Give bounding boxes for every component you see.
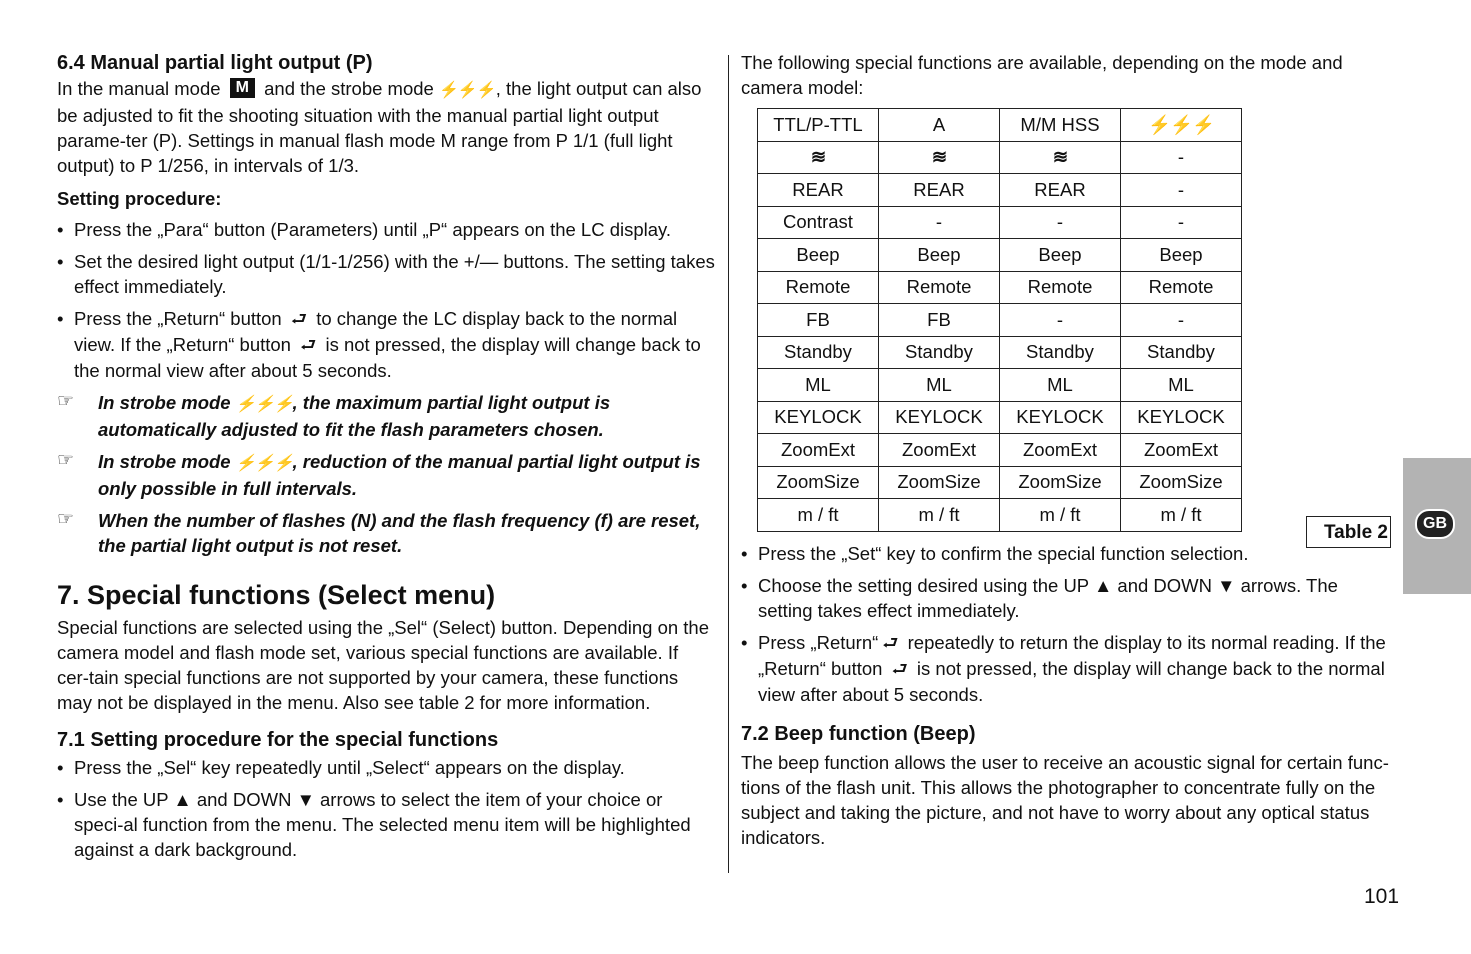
table-cell: ZoomSize	[879, 466, 1000, 499]
list-item: • Press the „Return“ button ⮐ to change the LC display back to the normal view. If the „Return“ button ⮐ is not pressed, the display will change back to the normal view after about 5 seconds.	[57, 308, 701, 381]
table-cell: KEYLOCK	[1121, 401, 1242, 434]
table-cell: ZoomExt	[879, 434, 1000, 467]
table-row	[758, 271, 1242, 304]
table-cell: m / ft	[879, 499, 1000, 532]
table-cell: KEYLOCK	[758, 401, 879, 434]
page-number: 101	[1364, 885, 1400, 908]
table-cell: Remote	[758, 271, 879, 304]
table-cell: Beep	[1121, 239, 1242, 272]
column-divider	[728, 55, 729, 873]
table-cell: ≋	[758, 141, 879, 174]
table-cell: A	[879, 109, 1000, 142]
table-cell: Remote	[879, 271, 1000, 304]
table-row	[758, 499, 1242, 532]
table-row	[758, 466, 1242, 499]
table-row	[758, 336, 1242, 369]
section-7-2-title: 7.2 Beep function (Beep)	[741, 722, 976, 745]
table-cell: Standby	[879, 336, 1000, 369]
table-cell: ≋	[1000, 141, 1121, 174]
table-cell: Standby	[1121, 336, 1242, 369]
section-7-1-title: 7.1 Setting procedure for the special functions	[57, 729, 499, 751]
table-cell: ZoomExt	[1000, 434, 1121, 467]
table-cell: FB	[758, 304, 879, 337]
table-cell: -	[1121, 304, 1242, 337]
table-cell: Beep	[758, 239, 879, 272]
table-row	[758, 369, 1242, 402]
table-cell: ZoomSize	[758, 466, 879, 499]
table-row	[758, 434, 1242, 467]
table-cell: m / ft	[758, 499, 879, 532]
table-cell: -	[1121, 174, 1242, 207]
section-6-4-title: 6.4 Manual partial light output (P)	[57, 52, 373, 74]
table-cell: Beep	[879, 239, 1000, 272]
table-cell: Standby	[1000, 336, 1121, 369]
table-cell: TTL/P-TTL	[758, 109, 879, 142]
table-row	[758, 239, 1242, 272]
return-icon: ⮐	[300, 335, 317, 355]
table-cell: -	[879, 206, 1000, 239]
return-icon: ⮐	[882, 632, 899, 653]
setting-procedure-heading: Setting procedure:	[57, 188, 222, 209]
table-cell: Remote	[1121, 271, 1242, 304]
language-badge: GB	[1415, 509, 1455, 539]
table-cell: Contrast	[758, 206, 879, 239]
table-row	[758, 401, 1242, 434]
table-row	[758, 174, 1242, 207]
table-cell: m / ft	[1121, 499, 1242, 532]
pointing-hand-icon: ☞	[57, 391, 75, 412]
table-cell: REAR	[1000, 174, 1121, 207]
table-cell: m / ft	[1000, 499, 1121, 532]
procedure-list	[57, 755, 715, 862]
list-item: • Choose the setting desired using the UP ▲ and DOWN ▼ arrows. The setting takes effect immediately.	[741, 574, 1338, 621]
table-cell: -	[1000, 206, 1121, 239]
list-item: • Press „Return“ ⮐ repeatedly to return the display to its normal reading. If the „Return“ button ⮐ is not pressed, the display will change back to the normal view after about 5 seconds.	[741, 631, 1386, 705]
table-cell: -	[1121, 206, 1242, 239]
table-cell: REAR	[879, 174, 1000, 207]
table-row	[758, 141, 1242, 174]
special-functions-table	[757, 108, 1242, 532]
table-cell: ML	[1121, 369, 1242, 402]
table-row	[758, 304, 1242, 337]
table-cell: M/M HSS	[1000, 109, 1121, 142]
list-item: • Use the UP ▲ and DOWN ▼ arrows to select the item of your choice or speci-al function from the menu. The selected menu item will be highlighted against a dark background.	[57, 789, 691, 860]
table-cell: ML	[879, 369, 1000, 402]
table-cell: ZoomSize	[1000, 466, 1121, 499]
note: ☞ When the number of flashes (N) and the flash frequency (f) are reset, the partial light output is not reset.	[57, 509, 701, 556]
table-cell: ⚡⚡⚡	[1121, 109, 1242, 142]
table-header-row	[758, 109, 1242, 142]
list-item: • Press the „Sel“ key repeatedly until „Select“ appears on the display.	[57, 757, 625, 778]
table-label: Table 2	[1306, 516, 1391, 548]
table-cell: -	[1121, 141, 1242, 174]
list-item: • Press the „Para“ button (Parameters) until „P“ appears on the LC display.	[57, 219, 672, 240]
section-7-2-body: The beep function allows the user to receive an acoustic signal for certain func-tions of the flash unit. This allows the photographer to concentrate fully on the subject and taking the picture, and not have to worry about any optical status indicators.	[741, 751, 1389, 848]
return-icon: ⮐	[290, 309, 308, 329]
table-cell: Remote	[1000, 271, 1121, 304]
table-cell: ML	[758, 369, 879, 402]
list-item: • Set the desired light output (1/1-1/256) with the +/— buttons. The setting takes effect immediately.	[57, 251, 715, 297]
pointing-hand-icon: ☞	[57, 509, 75, 530]
table-cell: ZoomSize	[1121, 466, 1242, 499]
left-column	[57, 50, 715, 869]
table-cell: ML	[1000, 369, 1121, 402]
section-6-4-body: In the manual mode M and the strobe mode ⚡⚡⚡, the light output can also be adjusted to fit the shooting situation with the manual partial light output parame-ter (P). Settings in manual flash mode M range from P 1/1 (full light output) to P 1/256, in intervals of 1/3.	[57, 78, 702, 176]
strobe-mode-icon: ⚡⚡⚡	[235, 455, 293, 472]
table-cell: ≋	[879, 141, 1000, 174]
table-cell: Standby	[758, 336, 879, 369]
procedure-list	[741, 541, 1396, 707]
right-column	[741, 50, 1396, 850]
note: ☞ In strobe mode ⚡⚡⚡, reduction of the manual partial light output is only possible in full intervals.	[57, 450, 701, 499]
strobe-mode-icon: ⚡⚡⚡	[438, 82, 496, 99]
table-cell: KEYLOCK	[879, 401, 1000, 434]
table-cell: FB	[879, 304, 1000, 337]
pointing-hand-icon: ☞	[57, 450, 75, 471]
return-icon: ⮐	[891, 658, 908, 679]
table-intro: The following special functions are available, depending on the mode and camera model:	[741, 52, 1343, 98]
note: ☞ In strobe mode ⚡⚡⚡, the maximum partial light output is automatically adjusted to fit the flash parameters chosen.	[57, 391, 611, 440]
procedure-list	[57, 217, 715, 383]
list-item: • Press the „Set“ key to confirm the special function selection.	[741, 542, 1249, 564]
table-cell: REAR	[758, 174, 879, 207]
table-cell: Beep	[1000, 239, 1121, 272]
manual-mode-icon: M	[230, 78, 255, 98]
strobe-mode-icon: ⚡⚡⚡	[235, 396, 293, 413]
table-row	[758, 206, 1242, 239]
table-cell: ZoomExt	[758, 434, 879, 467]
table-cell: -	[1000, 304, 1121, 337]
table-cell: ZoomExt	[1121, 434, 1242, 467]
table-cell: KEYLOCK	[1000, 401, 1121, 434]
section-7-title: 7. Special functions (Select menu)	[57, 580, 496, 610]
section-7-body: Special functions are selected using the „Sel“ (Select) button. Depending on the camera model and flash mode set, various special functions are available. If cer-tain special functions are not supported by your camera, these functions may not be displayed in the menu. Also see table 2 for more information.	[57, 617, 710, 713]
